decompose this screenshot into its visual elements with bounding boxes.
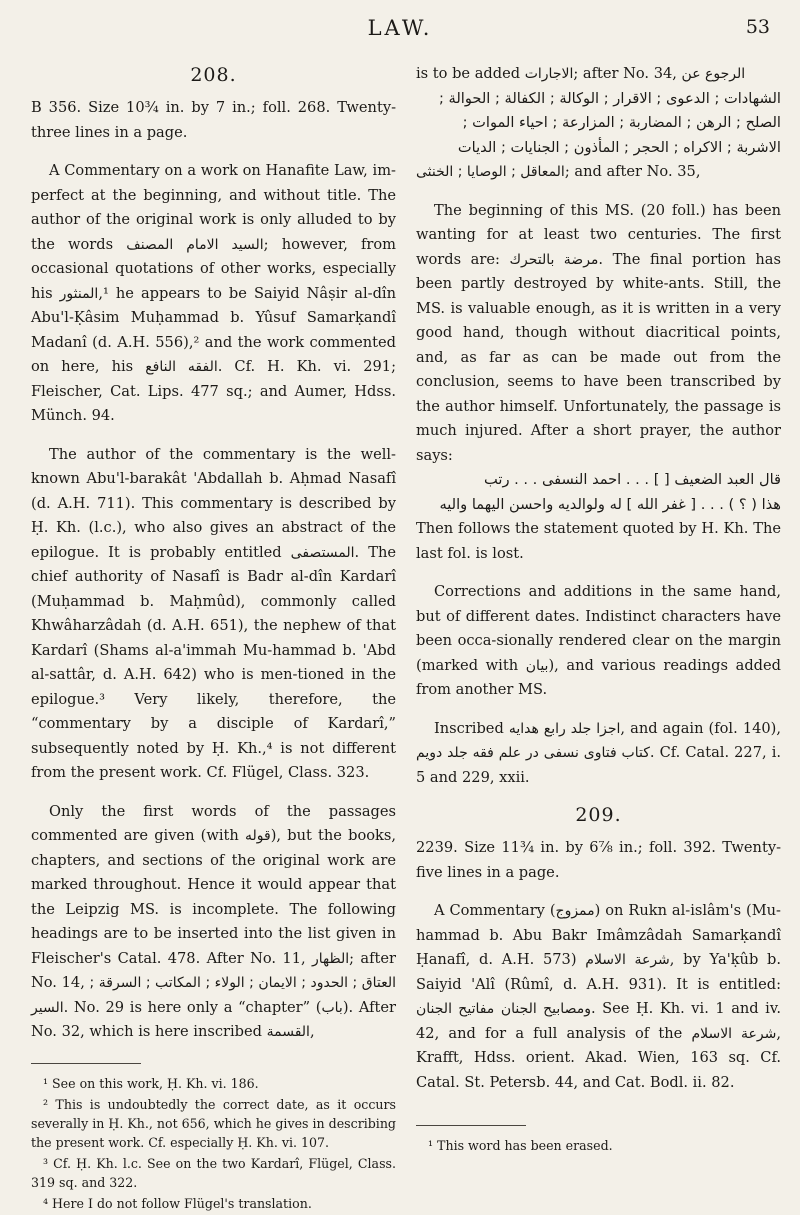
footnote-rule (31, 1063, 141, 1064)
arabic-term: بيان (525, 657, 549, 674)
entry-description: B 356. Size 10¾ in. by 7 in.; foll. 268. Twenty-three lines in a page. (31, 99, 396, 141)
paragraph-4-end: Then follows the statement quoted by H. Kh. The last fol. is lost. (416, 520, 781, 562)
arabic-term: كتاب فتاوى نسفى در علم فقه جلد دويم (416, 745, 650, 761)
arabic-heading-list: الاشربة ; الاكراه ; الحجر ; المأذون ; الجنايات ; الديات (457, 138, 781, 156)
paragraph-1: A Commentary on a work on Hanafite Law, im-perfect at the beginning, and without title. The author of the original work is only alluded to by the words السيد الامام المصنف; however, from occasional quotations of other works, especially his المنثور,¹ he appears to be Saiyid Nâṣir al-dîn Abu'l-Ḳâsim Muḥammad b. Yûsuf Samarḳandî Madanî (d. A.H. 556),² and the work commented on here, his الفقه النافع. Cf. H. Kh. vi. 291; Fleischer, Cat. Lips. 477 sq.; and Aumer, Hdss. Münch. 94. (31, 162, 397, 424)
arabic-term: الاجارات (524, 66, 574, 82)
arabic-term: الظهار (312, 950, 350, 967)
arabic-term: المعاقل ; الوصايا ; الخنثى (416, 164, 565, 180)
paragraph-4: The beginning of this MS. (20 foll.) has been wanting for at least two centuries. The first words are: مرضة بالتحرك. The final portion has been partly destroyed by white-ants. Still, the MS. is valuable enough, as it is written in a very good hand, though without diacritical points, and, as far as can be made out from the conclusion, seems to have been transcribed by the author himself. Unfortunately, the passage is much injured. After a short prayer, the author says: (416, 201, 781, 464)
arabic-term: المنثور (59, 285, 99, 302)
arabic-quotation: هذا ( ؟ ) . . . [ غفر الله ] له ولوالديه واحسن اليهما واليه (439, 495, 781, 513)
footnote: ¹ See on this work, Ḥ. Kh. vi. 186. (43, 1075, 259, 1091)
arabic-term: الرجوع عن (681, 66, 746, 82)
paragraph-5: Corrections and additions in the same hand, but of different dates. Indistinct characters have been occa-sionally rendered clear on the margin (marked with بيان), and various readings added from another MS. (416, 583, 781, 698)
arabic-term: الفقه النافع (145, 359, 218, 375)
continued-paragraph: is to be added الاجارات; after No. 34, الرجوع عن (416, 65, 746, 82)
arabic-quotation: قال العبد الضعيف [ ] . . . احمد النسفى . . . رتب (484, 471, 781, 488)
arabic-term: قوله (245, 828, 271, 844)
paragraph-6: Inscribed اجزا جلد رابع هدايه, and again (fol. 140), كتاب فتاوى نسفى در علم فقه جلد دويم. Cf. Catal. 227, i. 5 and 229, xxii. (416, 719, 782, 786)
arabic-term: السيد الامام المصنف (126, 236, 264, 253)
entry-number-208: 208. (190, 64, 237, 86)
footnote: ⁴ Here I do not follow Flügel's translation. (43, 1195, 312, 1211)
arabic-term: القسمة (266, 1024, 310, 1040)
continued-paragraph-end: المعاقل ; الوصايا ; الخنثى; and after No. 35, (416, 163, 701, 180)
page-number: 53 (745, 16, 770, 38)
entry-description: 2239. Size 11¾ in. by 6⅞ in.; foll. 392. Twenty-five lines in a page. (416, 839, 781, 881)
arabic-term: ممزوج (555, 903, 595, 919)
arabic-term: اجزا جلد رابع هدايه (508, 720, 621, 737)
arabic-term: ومصابيح الجنان (500, 1001, 591, 1017)
arabic-heading-list: الصلح ; الرهن ; المضاربة ; المزارعة ; احياء الموات ; (462, 114, 781, 131)
paragraph-7: A Commentary (ممزوج) on Rukn al-islâm's (Mu-hammad b. Abu Bakr Imâmzâdah Samarḳandî Ḥanafî, d. A.H. 573) شرعة الاسلام, by Ya'ḳûb b. Saiyid 'Alî (Rûmî, d. A.H. 931). It is entitled: مفاتيح الجنان ومصابيح الجنان. See Ḥ. Kh. vi. 1 and iv. 42, and for a full analysis of the شرعة الاسلام, Krafft, Hdss. orient. Akad. Wien, 163 sq. Cf. Catal. St. Petersb. 44, and Cat. Bodl. ii. 82. (416, 902, 782, 1091)
paragraph-2: The author of the commentary is the well-known Abu'l-barakât 'Abdallah b. Aḥmad Nasafî (d. A.H. 711). This commentary is described by Ḥ. Kh. (l.c.), who also gives an abstract of the epilogue. It is probably entitled المستصفى. The chief authority of Nasafî is Badr al-dîn Kardarî (Muḥammad b. Maḥmûd), commonly called Khwâharzâdah (d. A.H. 651), the nephew of that Kardarî (Shams al-a'immah Mu-hammad b. 'Abd al-sattâr, d. A.H. 642) who is men-tioned in the epilogue.³ Very likely, therefore, the “commentary by a disciple of Kardarî,” subsequently noted by Ḥ. Kh.,⁴ is not different from the present work. Cf. Flügel, Class. 323. (31, 445, 396, 781)
footnote: ³ Cf. Ḥ. Kh. l.c. See on the two Kardarî, Flügel, Class. 319 sq. and 322. (31, 1155, 396, 1190)
arabic-term: المستصفى (290, 544, 355, 561)
arabic-term: مفاتيح الجنان (416, 1001, 495, 1017)
arabic-term: شرعة الاسلام (691, 1025, 777, 1042)
entry-number-209: 209. (575, 804, 622, 826)
footnote: ² This is undoubtedly the correct date, as it occurs severally in Ḥ. Kh., not 656, which he gives in describing the present work. Cf. especially Ḥ. Kh. vi. 107. (31, 1096, 396, 1150)
arabic-term: شرعة الاسلام (585, 952, 670, 968)
right-column (416, 62, 781, 1157)
paragraph-3: Only the first words of the passages commented are given (with قوله), but the books, chapters, and sections of the original work are marked throughout. Hence it would appear that the Leipzig MS. is incomplete. The following headings are to be inserted into the list given in Fleischer's Catal. 478. After No. 11, الظهار; after No. 14, العتاق ; الحدود ; الايمان ; الولاء ; المكاتب ; السرقة ; السير. No. 29 is here only a “chapter” (باب). After No. 32, which is here inscribed القسمة, (31, 802, 397, 1040)
left-column (31, 62, 396, 1215)
running-head: LAW. (367, 16, 433, 40)
arabic-term: باب (321, 999, 343, 1016)
arabic-heading-list: الشهادات ; الدعوى ; الاقرار ; الوكالة ; الكفالة ; الحوالة ; (438, 89, 781, 107)
footnote-rule (416, 1125, 526, 1126)
arabic-term: العتاق ; الحدود ; الايمان ; الولاء ; المكاتب ; السرقة ; السير (31, 975, 397, 1016)
footnote: ¹ This word has been erased. (428, 1138, 613, 1153)
arabic-term: مرضة بالتحرك (509, 251, 599, 268)
